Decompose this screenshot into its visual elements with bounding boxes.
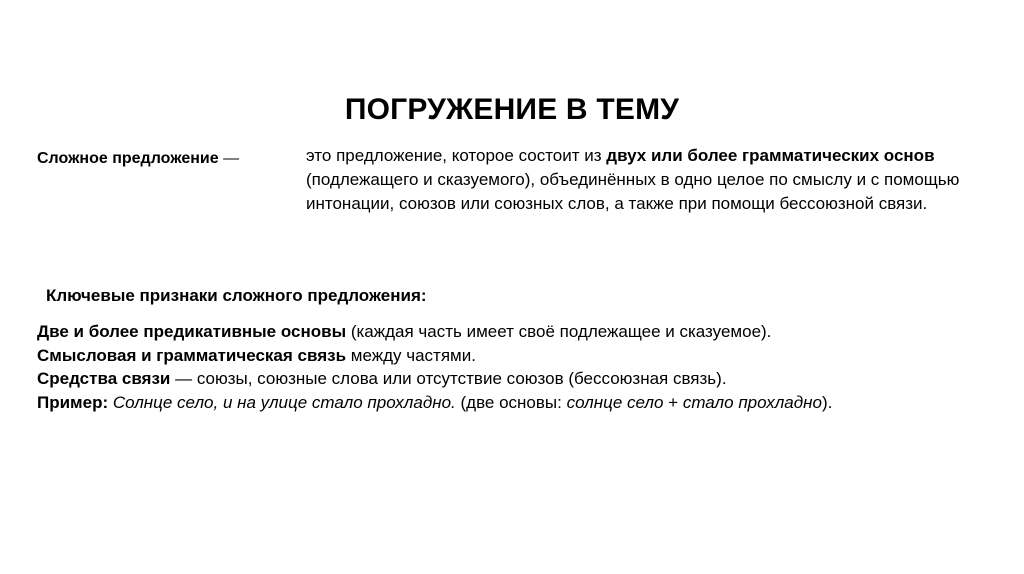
definition-text — [306, 144, 996, 216]
example-sentence: Солнце село, и на улице стало прохладно. — [108, 392, 456, 412]
example-label: Пример: — [37, 392, 109, 412]
features-list — [37, 320, 997, 414]
feature-item — [37, 367, 997, 391]
feature-item — [37, 344, 997, 368]
feature-item-bold: Две и более предикативные основы — [37, 322, 347, 341]
slide-title: ПОГРУЖЕНИЕ В ТЕМУ — [344, 93, 680, 126]
definition-part-2: (подлежащего и сказуемого), объединённых в одно целое по смыслу и с помощью интонации, союзов или союзных слов, а также при помощи бессоюзной связи. — [306, 170, 960, 213]
feature-item-bold: Средства связи — [37, 369, 171, 388]
definition-part-1: это предложение, которое состоит из — [306, 146, 607, 165]
feature-item-bold: Смысловая и грамматическая связь — [37, 345, 347, 365]
example-text-3: ). — [821, 392, 833, 412]
feature-item-text: — союзы, союзные слова или отсутствие союзов (бессоюзная связь). — [170, 369, 727, 388]
example-text-2: + — [663, 392, 683, 412]
feature-item-text: между частями. — [346, 345, 476, 365]
example-base-2: стало прохладно — [682, 392, 822, 412]
features-heading: Ключевые признаки сложного предложения: — [46, 286, 427, 305]
example-text-1: (две основы: — [455, 392, 567, 412]
feature-item — [37, 320, 997, 344]
feature-item-text: (каждая часть имеет своё подлежащее и сказуемое). — [346, 322, 772, 341]
example-base-1: солнце село — [566, 392, 664, 412]
term-text: Сложное предложение — [37, 150, 219, 167]
term-dash: — — [218, 150, 240, 167]
term-label — [37, 150, 239, 168]
example-line — [37, 391, 997, 415]
definition-emphasis: двух или более грамматических основ — [606, 146, 935, 165]
